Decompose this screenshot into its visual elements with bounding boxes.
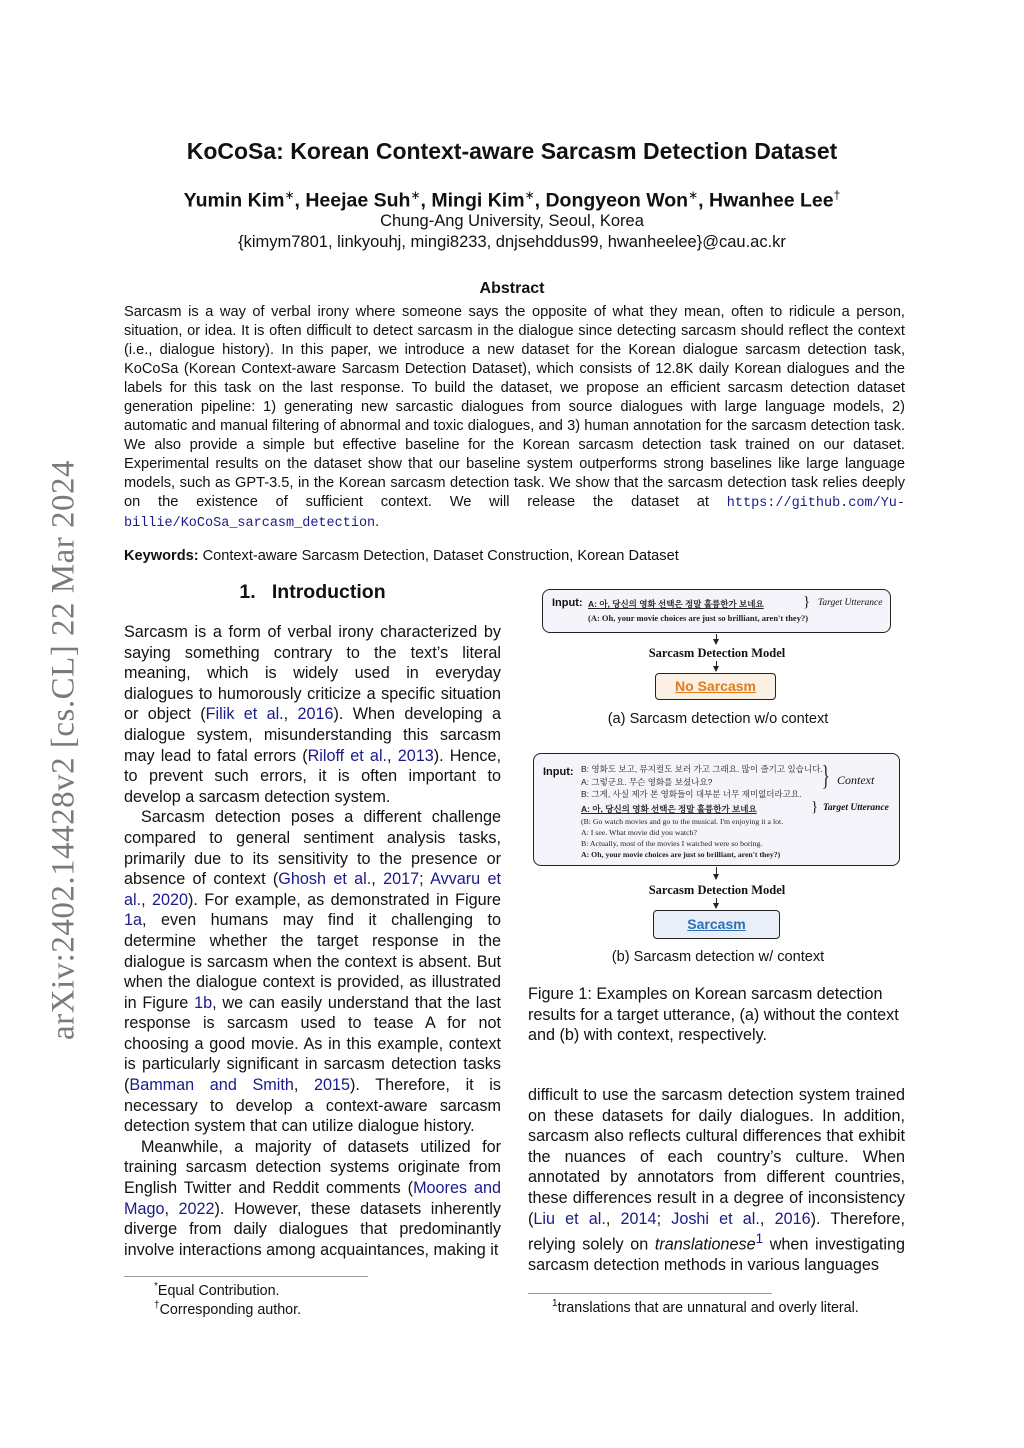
figure-b-input-label: Input:: [543, 766, 574, 778]
arxiv-identifier: arXiv:2402.14428v2 [cs.CL] 22 Mar 2024: [45, 460, 82, 1040]
figure-ref-link[interactable]: 1b: [194, 993, 213, 1012]
figure-a-arrow-icon: [713, 666, 719, 672]
author: Dongyeon Won: [545, 189, 689, 212]
figure-b-model-label: Sarcasm Detection Model: [648, 883, 786, 897]
figure-b-target-utterance-label: Target Utterance: [823, 803, 889, 813]
author-emails: {kimym7801, linkyouhj, mingi8233, dnjsehddus99, hwanheelee}@cau.ac.kr: [238, 233, 786, 251]
figure-b-caption: (b) Sarcasm detection w/ context: [611, 949, 825, 965]
figure-b-context-label: Context: [837, 773, 875, 787]
figure-a-caption: (a) Sarcasm detection w/o context: [607, 711, 829, 727]
figure-a-input-label: Input:: [552, 597, 583, 609]
figure-b-english-line: A: I see. What movie did you watch?: [581, 828, 697, 837]
author-mark: †: [833, 188, 841, 202]
figure-b-context-line: B: 그게, 사실 제가 본 영화들이 대부분 너무 재미없더라고요.: [581, 789, 802, 799]
intro-paragraph: Meanwhile, a majority of datasets utilized for training sarcasm detection systems originate from English Twitter and Reddit comments (Moores and Mago, 2022). However, these datasets inherently diverge from daily dialogues that predominantly involve interactions among acquaintances, making it: [124, 1137, 501, 1259]
footnote-rule: [124, 1276, 368, 1277]
figure-b-context-line: A: 그렇군요. 무슨 영화를 보셨나요?: [581, 777, 713, 787]
author: Yumin Kim: [183, 189, 285, 212]
figure-a-result-no-sarcasm: No Sarcasm: [655, 673, 776, 700]
affiliation: Chung-Ang University, Seoul, Korea: [380, 212, 644, 230]
citation-link[interactable]: Avvaru et al.: [124, 870, 502, 909]
footnote-rule: [528, 1293, 772, 1294]
figure-b-english-line: (B: Go watch movies and go to the musical. I'm enjoying it a lot.: [581, 817, 784, 826]
section-title: Introduction: [271, 581, 386, 603]
figure-a-brace-icon: }: [803, 594, 811, 610]
figure-b-arrow-icon: [713, 874, 719, 880]
intro-right-column: difficult to use the sarcasm detection system trained on these datasets for daily dialogues. In addition, sarcasm also reflects cultural differences that exhibit the nuances of each country’s culture. When annotated by annotators from different countries, these differences result in a degree of inconsistency (Liu et al., 2014; Joshi et al., 2016). Therefore, relying solely on translationese$^1$ when investigating sarcasm detection methods in various languages: [528, 1086, 905, 1275]
keywords-text: Context-aware Sarcasm Detection, Dataset Construction, Korean Dataset: [202, 548, 679, 564]
figure-ref-link[interactable]: 1a: [124, 911, 143, 930]
section-heading: [124, 581, 501, 604]
citation-link[interactable]: 2014: [620, 1209, 657, 1228]
translationese-term: translationese: [654, 1235, 756, 1254]
author: Hwanhee Lee: [709, 189, 834, 212]
abstract-body: [124, 303, 905, 533]
footnote-equal-contribution: *Equal Contribution.: [154, 1281, 280, 1299]
figure-b-context-brace-icon: }: [821, 761, 830, 792]
author: Mingi Kim: [431, 189, 525, 212]
figure-b-target-korean: A: 아, 당신의 영화 선택은 정말 훌륭한가 보네요: [581, 804, 757, 814]
figure-a-input-box: [542, 589, 891, 633]
abstract-text: Sarcasm is a way of verbal irony where someone says the opposite of what they mean, often to ridicule a person, situation, or idea. It is often difficult to detect sarcasm in the dialogue since detecting sarcasm should reflect the context (i.e., dialogue history). In this paper, we introduce a new dataset for the Korean dialogue sarcasm detection task, KoCoSa (Korean Context-aware Sarcasm Detection Dataset), which consists of 12.8K daily Korean dialogues and the labels for this task on the last response. To build the dataset, we propose an efficient sarcasm detection dataset generation pipeline: 1) generating new sarcastic dialogues from source dialogues with large language models, 2) automatic and manual filtering of abnormal and toxic dialogues, and 3) human annotation for the sarcasm detection task. We also provide a simple but effective baseline for the Korean sarcasm detection task trained on our dataset. Experimental results on the dataset show that our baseline system outperforms strong baselines like large language models, such as GPT-3.5, in the Korean sarcasm detection task. We show that the sarcasm detection task relies deeply on the existence of sufficient context. We will release the dataset at: [124, 304, 905, 510]
dataset-link[interactable]: https://github.com/Yu-billie/KoCoSa_sarcasm_detection: [124, 496, 905, 531]
abstract-heading: Abstract: [479, 280, 545, 297]
figure-a-target-english: (A: Oh, your movie choices are just so brilliant, aren't they?): [588, 613, 809, 623]
keywords-label: Keywords:: [124, 548, 199, 564]
citation-link[interactable]: Joshi et al.: [671, 1209, 760, 1228]
citation-link[interactable]: Moores and Mago: [124, 1179, 501, 1218]
citation-link[interactable]: 2022: [178, 1199, 215, 1218]
figure-1-caption: Figure 1: Examples on Korean sarcasm detection results for a target utterance, (a) without the context and (b) with context, respectively.: [528, 985, 899, 1045]
figure-a-target-korean: A: 아, 당신의 영화 선택은 정말 훌륭한가 보네요: [588, 599, 764, 609]
citation-link[interactable]: Ghosh et al.: [278, 870, 372, 889]
figure-b-context-line: B: 영화도 보고, 뮤지컬도 보러 가고 그래요. 많이 즐기고 있습니다.: [581, 764, 823, 774]
citation-link[interactable]: Liu et al.: [533, 1209, 606, 1228]
figure-b-target-brace-icon: }: [811, 799, 819, 815]
citation-link[interactable]: 2016: [297, 705, 334, 724]
author: Heejae Suh: [305, 189, 411, 212]
footnote-corresponding-author: †Corresponding author.: [154, 1300, 302, 1318]
figure-b-english-line: B: Actually, most of the movies I watched were so boring.: [581, 839, 763, 848]
figure-a-arrow-icon: [713, 639, 719, 645]
author-mark: ∗: [284, 188, 295, 202]
citation-link[interactable]: 2016: [774, 1209, 811, 1228]
intro-left-column: [124, 622, 501, 1260]
author-mark: ∗: [410, 188, 421, 202]
figure-b-arrow-icon: [713, 903, 719, 909]
intro-paragraph: Sarcasm is a form of verbal irony characterized by saying something contrary to the text’s literal meaning, which is widely used in everyday dialogues to humorously criticize a specific situation or object (Filik et al., 2016). When developing a dialogue system, misunderstanding this sarcasm may lead to fatal errors (Riloff et al., 2013). Hence, to prevent such errors, it is often important to develop a sarcasm detection system.: [124, 623, 502, 806]
citation-link[interactable]: 2013: [397, 746, 434, 765]
citation-link[interactable]: Bamman and Smith: [129, 1076, 294, 1095]
footnote-translationese: $^1$translations that are unnatural and overly literal.: [552, 1298, 859, 1316]
citation-link[interactable]: 2015: [314, 1076, 351, 1095]
citation-link[interactable]: Filik et al.: [205, 705, 284, 724]
keywords: [124, 548, 905, 564]
figure-b-result-sarcasm: Sarcasm: [653, 910, 780, 939]
abstract-end: .: [375, 514, 380, 530]
citation-link[interactable]: 2017: [383, 870, 420, 889]
footnote-ref-link[interactable]: 1: [755, 1231, 764, 1247]
author-list: Yumin Kim∗, Heejae Suh∗, Mingi Kim∗, Dongyeon Won∗, Hwanhee Lee†: [183, 188, 841, 212]
author-mark: ∗: [524, 188, 535, 202]
citation-link[interactable]: 2020: [152, 890, 189, 909]
figure-a-model-label: Sarcasm Detection Model: [648, 646, 786, 660]
citation-link[interactable]: Riloff et al.: [307, 746, 388, 765]
figure-a-target-utterance-label: Target Utterance: [818, 598, 883, 608]
paper-title: KoCoSa: Korean Context-aware Sarcasm Detection Dataset: [186, 138, 838, 164]
figure-b-english-line: A: Oh, your movie choices are just so brilliant, aren't they?): [581, 850, 781, 859]
section-number: 1.: [239, 581, 256, 603]
intro-paragraph: Sarcasm detection poses a different challenge compared to general sentiment analysis tasks, primarily due to its sensitivity to the presence or absence of context (Ghosh et al., 2017; Avvaru et al., 2020). For example, as demonstrated in Figure 1a, even humans may find it challenging to determine whether the target response in the dialogue is sarcasm when the context is absent. But when the dialogue context is provided, as illustrated in Figure 1b, we can easily understand that the last response is sarcasm used to tease A for not choosing a good movie. As in this example, context is particularly significant in sarcasm detection tasks (Bamman and Smith, 2015). Therefore, it is necessary to develop a context-aware sarcasm detection system that can utilize dialogue history.: [124, 808, 502, 1136]
author-mark: ∗: [688, 188, 699, 202]
